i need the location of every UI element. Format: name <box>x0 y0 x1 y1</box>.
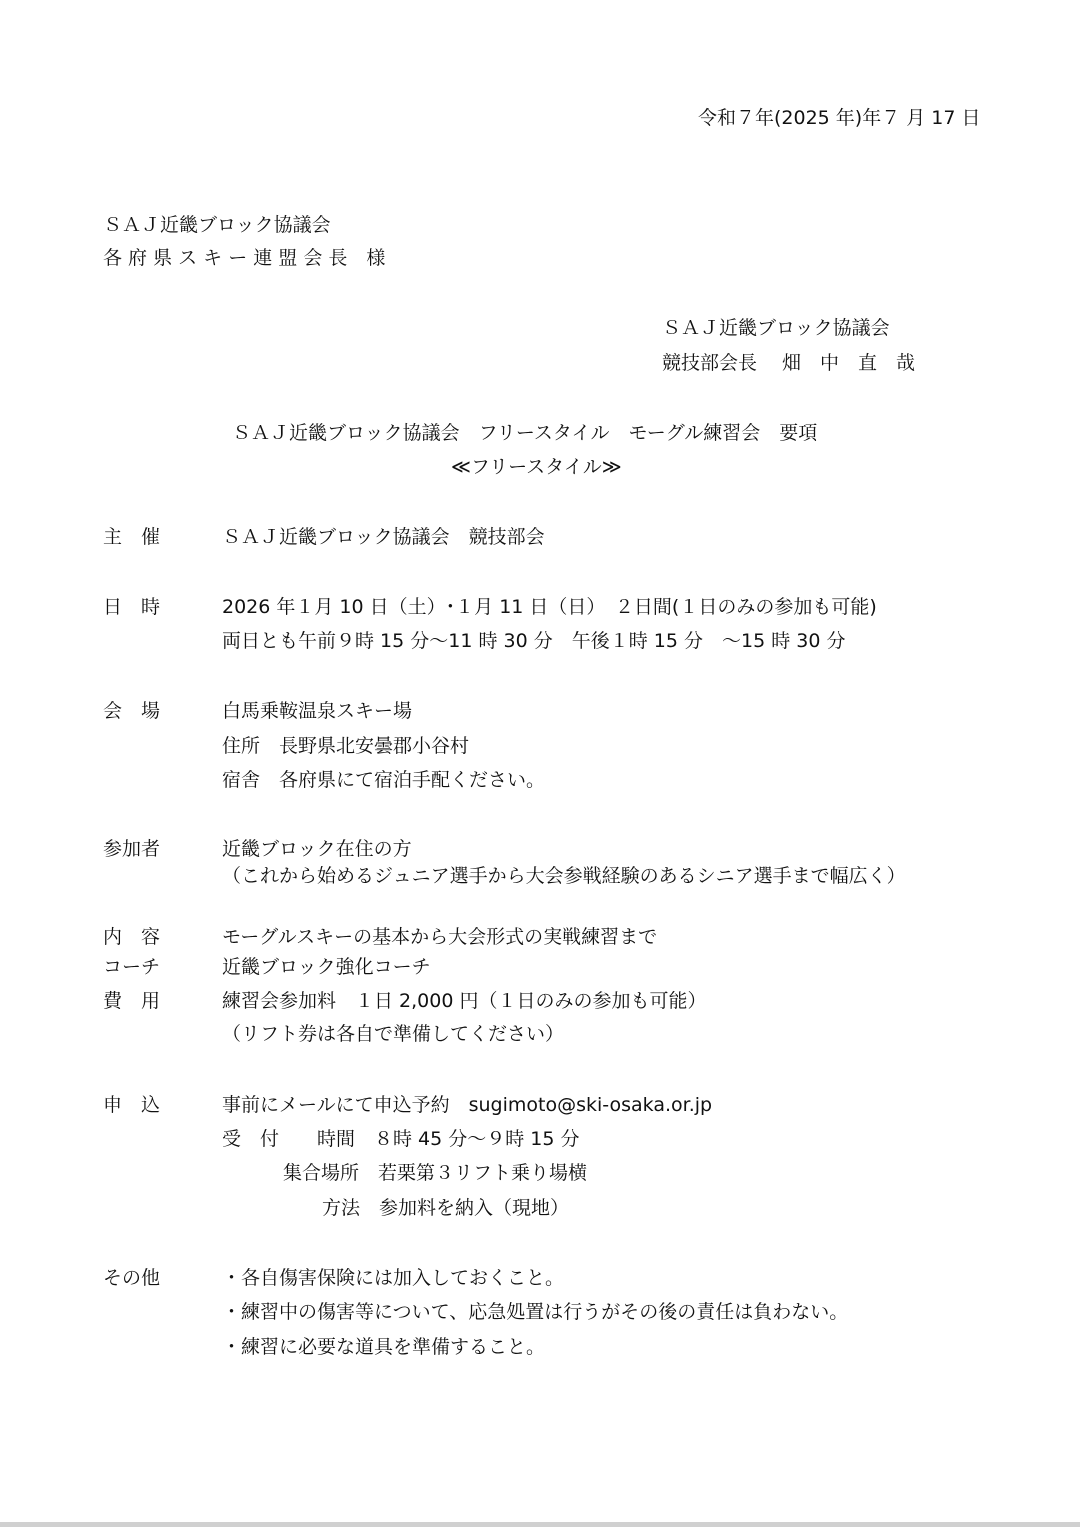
organizer-label: 主 催 <box>103 526 161 548</box>
sender-name: 競技部会長 畑 中 直 哉 <box>662 352 916 374</box>
fee-label: 費 用 <box>103 990 161 1012</box>
application-reception: 受 付 時間 ８時 45 分～９時 15 分 <box>222 1128 580 1150</box>
participants-line2: （これから始めるジュニア選手から大会参戦経験のあるシニア選手まで幅広く） <box>222 865 906 887</box>
recipient-org: ＳＡＪ近畿ブロック協議会 <box>103 214 331 236</box>
content-label: 内 容 <box>103 926 161 948</box>
application-line1: 事前にメールにて申込予約 sugimoto@ski-osaka.or.jp <box>222 1094 713 1116</box>
organizer-value: ＳＡＪ近畿ブロック協議会 競技部会 <box>222 526 545 548</box>
datetime-label: 日 時 <box>103 596 161 618</box>
page-bottom-divider <box>0 1522 1080 1527</box>
document-date: 令和７年(2025 年)年７ 月 17 日 <box>698 107 981 129</box>
venue-address: 住所 長野県北安曇郡小谷村 <box>222 735 470 757</box>
document-title: ＳＡＪ近畿ブロック協議会 フリースタイル モーグル練習会 要項 <box>232 422 818 444</box>
participants-line1: 近畿ブロック在住の方 <box>222 838 412 860</box>
datetime-line2: 両日とも午前９時 15 分～11 時 30 分 午後１時 15 分 ～15 時 30 分 <box>222 630 846 652</box>
other-label: その他 <box>103 1267 161 1289</box>
application-label: 申 込 <box>103 1094 161 1116</box>
document-subtitle: ≪フリースタイル≫ <box>451 456 622 478</box>
venue-name: 白馬乗鞍温泉スキー場 <box>222 700 413 722</box>
application-meeting: 集合場所 若栗第３リフト乗り場横 <box>283 1162 588 1184</box>
venue-lodging: 宿舎 各府県にて宿泊手配ください。 <box>222 769 546 791</box>
coach-value: 近畿ブロック強化コーチ <box>222 956 431 978</box>
venue-label: 会 場 <box>103 700 161 722</box>
sender-org: ＳＡＪ近畿ブロック協議会 <box>662 317 890 339</box>
recipient-title: 各 府 県 ス キ ー 連 盟 会 長 様 <box>103 247 386 269</box>
application-method: 方法 参加料を納入（現地） <box>322 1197 570 1219</box>
fee-line1: 練習会参加料 １日 2,000 円（１日のみの参加も可能） <box>222 990 707 1012</box>
coach-label: コーチ <box>103 956 161 978</box>
fee-line2: （リフト券は各自で準備してください） <box>222 1023 565 1045</box>
participants-label: 参加者 <box>103 838 161 860</box>
other-item: ・練習に必要な道具を準備すること。 <box>222 1336 546 1358</box>
content-value: モーグルスキーの基本から大会形式の実戦練習まで <box>222 926 658 948</box>
other-item: ・各自傷害保険には加入しておくこと。 <box>222 1267 565 1289</box>
datetime-line1: 2026 年１月 10 日（土）･１月 11 日（日） ２日間(１日のみの参加も可能) <box>222 596 877 618</box>
other-item: ・練習中の傷害等について、応急処置は行うがその後の責任は負わない。 <box>222 1301 849 1323</box>
